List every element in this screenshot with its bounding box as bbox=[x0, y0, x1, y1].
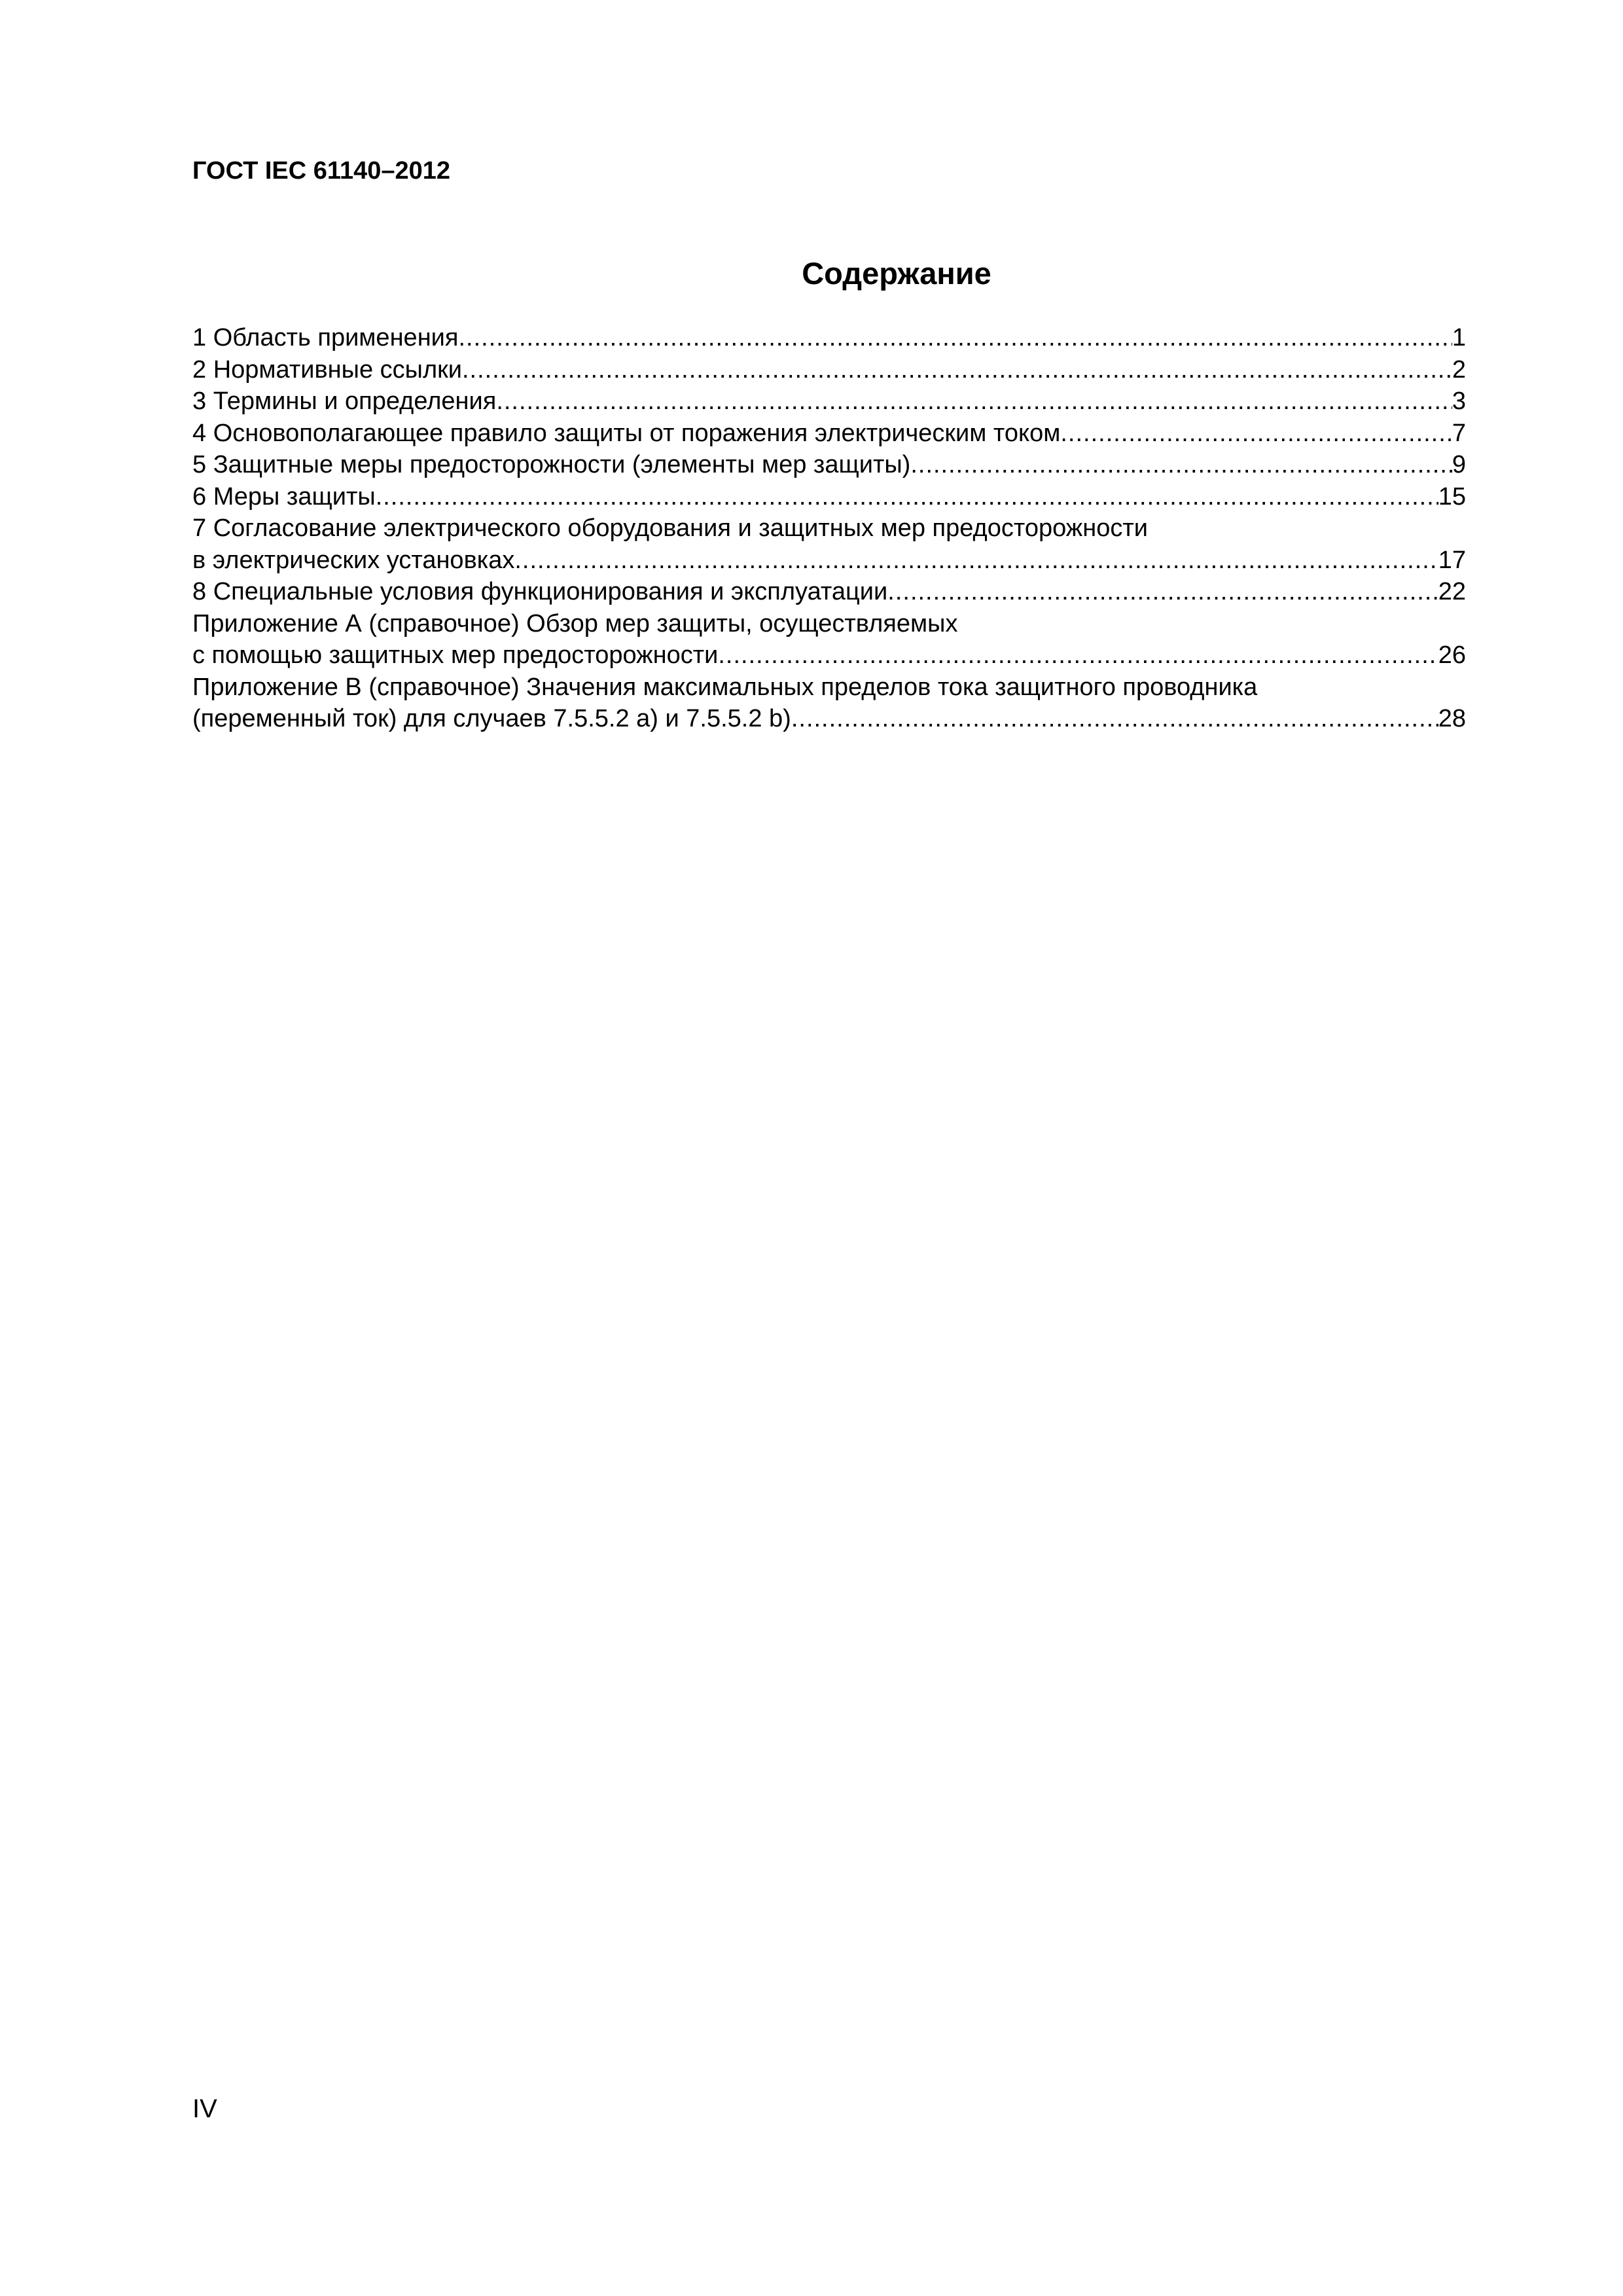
toc-line bbox=[192, 481, 1466, 513]
toc-entry-6[interactable] bbox=[192, 481, 1466, 513]
toc-line bbox=[192, 354, 1466, 386]
toc-entry-title: 1 Область применения bbox=[192, 324, 459, 351]
toc-line bbox=[192, 512, 1466, 545]
toc-page-number: 9 bbox=[1452, 451, 1466, 478]
toc-entry-title: (переменный ток) для случаев 7.5.5.2 a) и 7.5.5.2 b) bbox=[192, 705, 791, 732]
toc-entry-3[interactable] bbox=[192, 386, 1466, 418]
toc-entry-7[interactable] bbox=[192, 512, 1466, 576]
dot-leader bbox=[887, 576, 1438, 608]
toc-entry-title: 6 Меры защиты bbox=[192, 482, 376, 511]
toc-line bbox=[192, 418, 1466, 450]
dot-leader bbox=[496, 386, 1452, 418]
toc-page-number: 17 bbox=[1438, 546, 1466, 574]
table-of-contents bbox=[192, 322, 1466, 735]
toc-entry-title: 3 Термины и определения bbox=[192, 387, 497, 415]
toc-line bbox=[192, 449, 1466, 481]
toc-page-number: 1 bbox=[1452, 324, 1466, 351]
toc-entry-2[interactable] bbox=[192, 354, 1466, 386]
standard-code: ГОСТ IEC 61140–2012 bbox=[192, 157, 451, 185]
toc-entry-title: 8 Специальные условия функционирования и эксплуатации bbox=[192, 578, 888, 605]
toc-page-number: 26 bbox=[1438, 641, 1466, 669]
toc-entry-5[interactable] bbox=[192, 449, 1466, 481]
toc-entry-title: 4 Основополагающее правило защиты от поражения электрическим током bbox=[192, 419, 1061, 447]
toc-line bbox=[192, 703, 1466, 735]
toc-entry-title-line: 7 Согласование электрического оборудования и защитных мер предосторожности bbox=[192, 514, 1148, 542]
toc-line bbox=[192, 545, 1466, 577]
toc-entry-appendix-b[interactable] bbox=[192, 672, 1466, 735]
page-number: IV bbox=[192, 2094, 217, 2123]
dot-leader bbox=[1060, 418, 1452, 450]
toc-page-number: 15 bbox=[1438, 482, 1466, 511]
toc-entry-title-line: Приложение В (справочное) Значения максимальных пределов тока защитного проводника bbox=[192, 673, 1258, 701]
dot-leader bbox=[718, 639, 1438, 672]
toc-page-number: 7 bbox=[1452, 419, 1466, 447]
toc-entry-8[interactable] bbox=[192, 576, 1466, 608]
dot-leader bbox=[462, 354, 1452, 386]
dot-leader bbox=[458, 322, 1452, 354]
toc-line bbox=[192, 386, 1466, 418]
toc-page-number: 2 bbox=[1452, 355, 1466, 384]
toc-page-number: 3 bbox=[1452, 387, 1466, 415]
dot-leader bbox=[910, 449, 1452, 481]
toc-line bbox=[192, 608, 1466, 640]
toc-entry-title: с помощью защитных мер предосторожности bbox=[192, 641, 719, 669]
toc-page-number: 22 bbox=[1438, 578, 1466, 605]
toc-entry-title: в электрических установках bbox=[192, 546, 515, 574]
page-title: Содержание bbox=[802, 256, 991, 291]
toc-line bbox=[192, 672, 1466, 704]
toc-line bbox=[192, 639, 1466, 672]
toc-entry-title-line: Приложение А (справочное) Обзор мер защиты, осуществляемых bbox=[192, 609, 958, 637]
toc-entry-title: 5 Защитные меры предосторожности (элементы мер защиты) bbox=[192, 451, 911, 478]
dot-leader bbox=[791, 703, 1438, 735]
toc-line bbox=[192, 322, 1466, 354]
dot-leader bbox=[376, 481, 1438, 513]
toc-entry-title: 2 Нормативные ссылки bbox=[192, 355, 462, 384]
toc-entry-4[interactable] bbox=[192, 418, 1466, 450]
toc-entry-appendix-a[interactable] bbox=[192, 608, 1466, 672]
toc-line bbox=[192, 576, 1466, 608]
toc-entry-1[interactable] bbox=[192, 322, 1466, 354]
toc-page-number: 28 bbox=[1438, 705, 1466, 732]
dot-leader bbox=[514, 545, 1438, 577]
